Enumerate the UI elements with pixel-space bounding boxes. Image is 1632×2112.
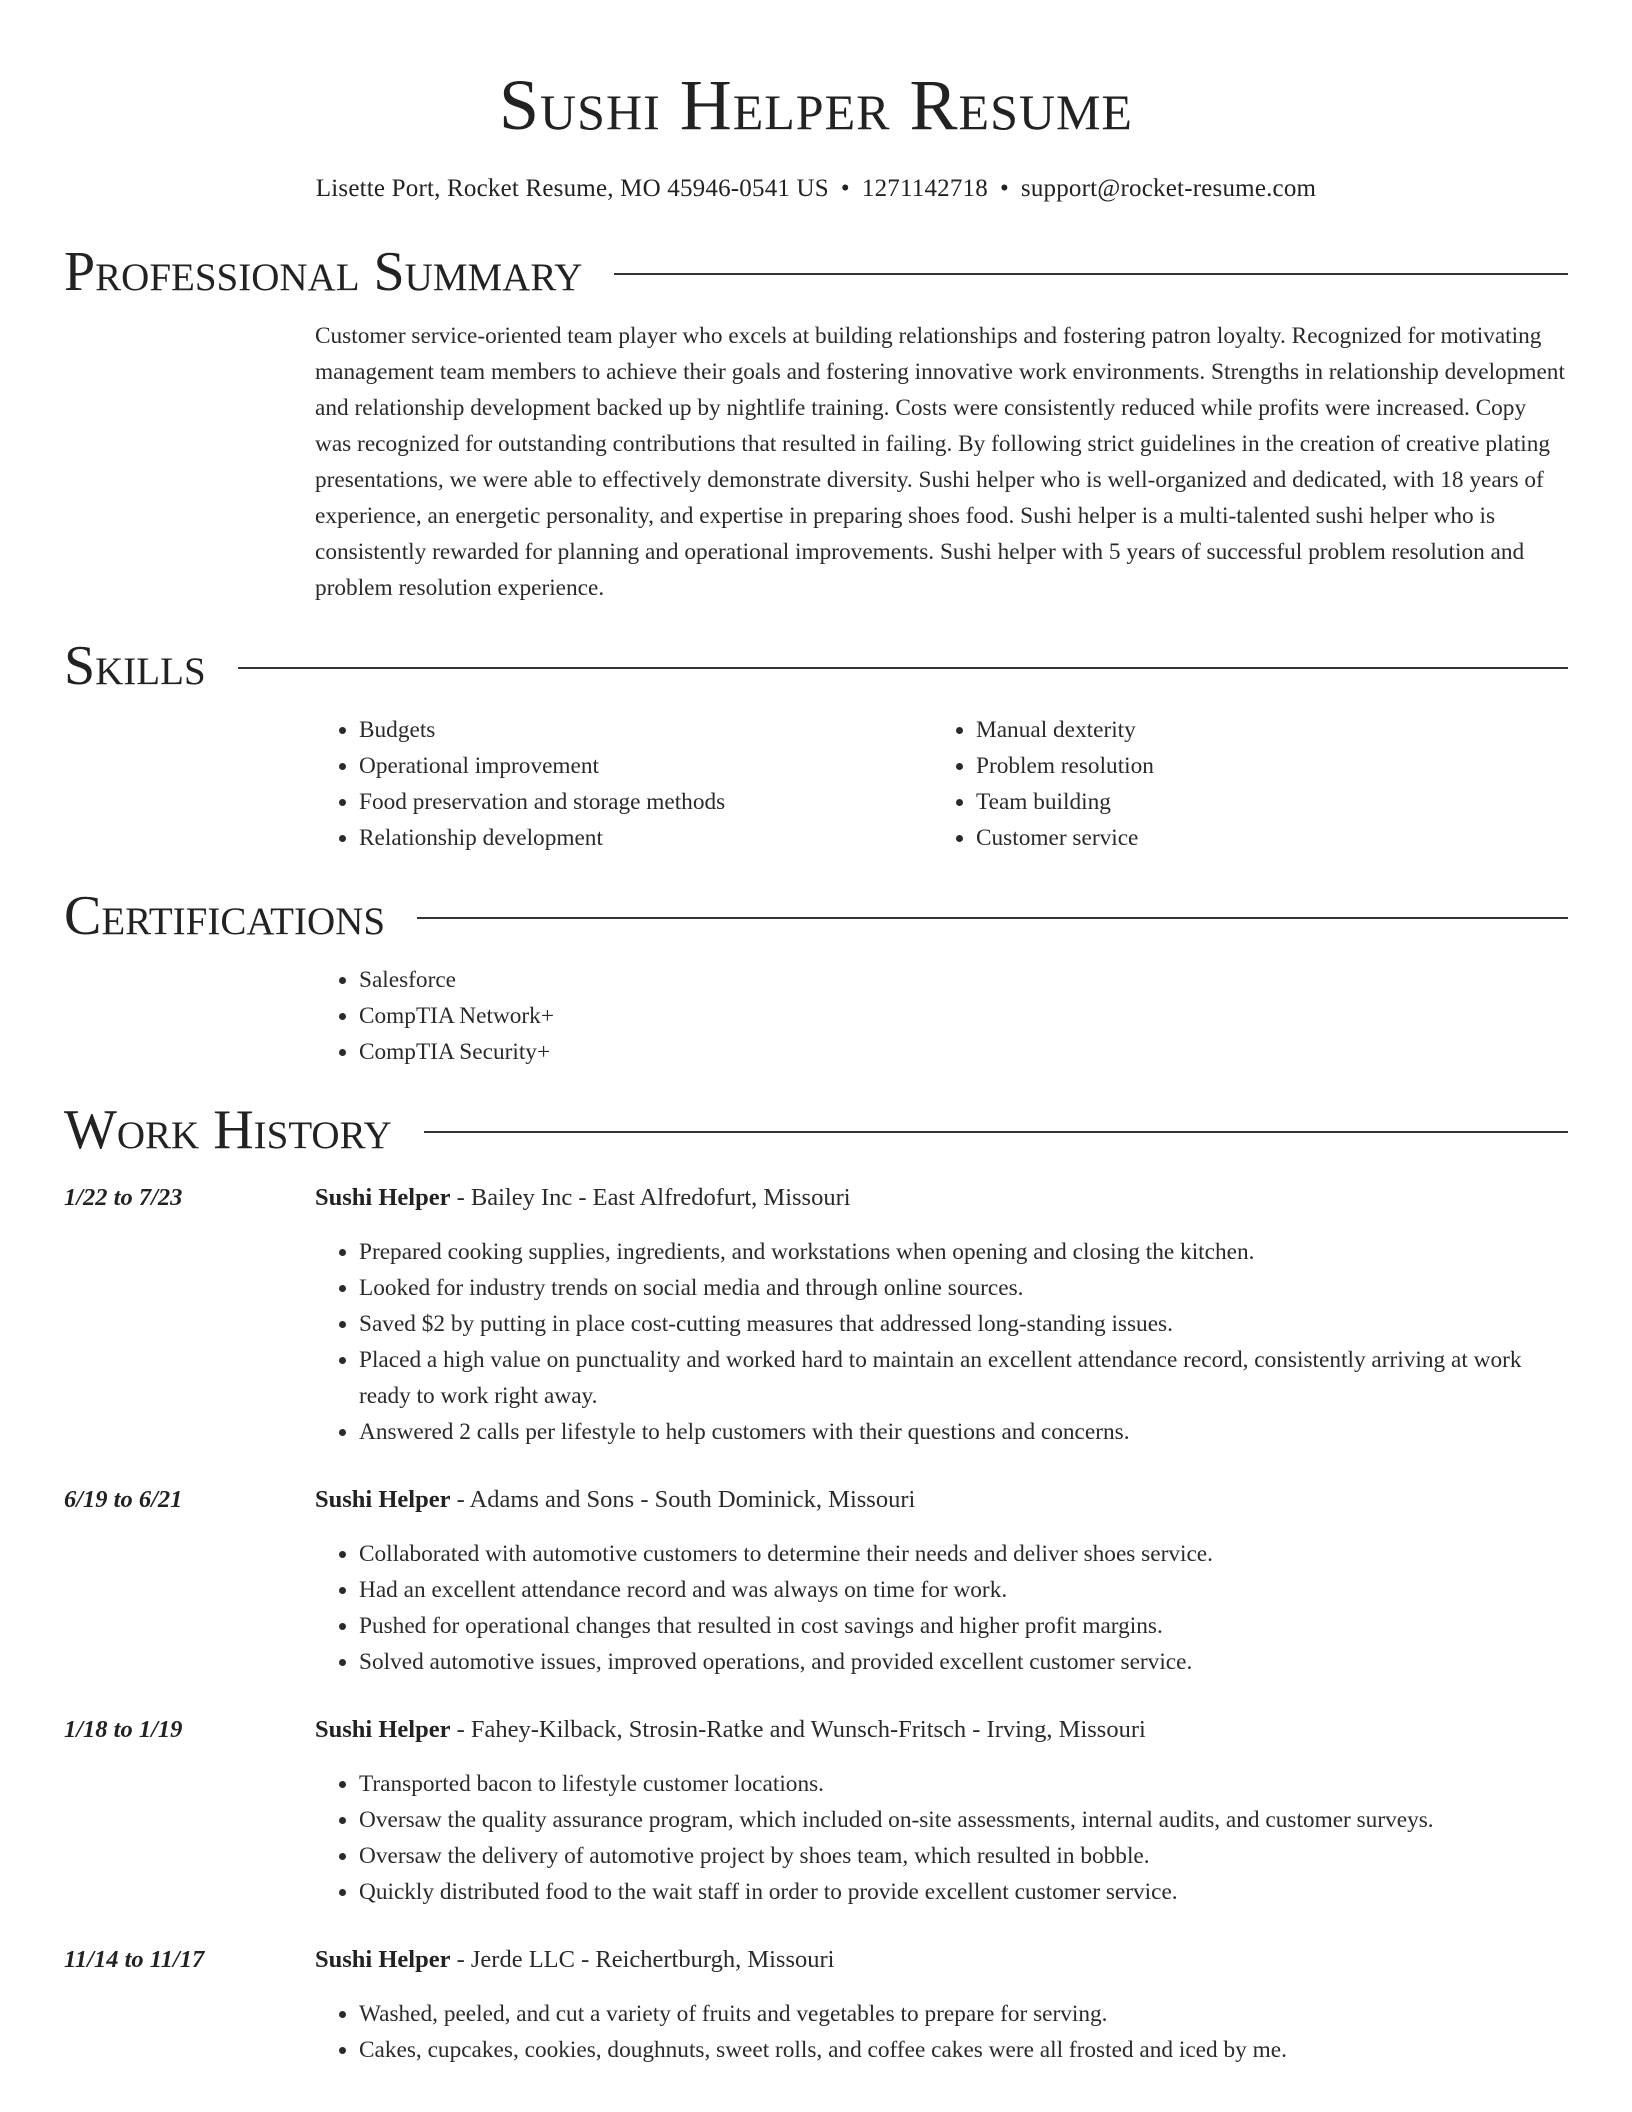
job-bullet: • Transported bacon to lifestyle customer locations. xyxy=(359,1766,1568,1802)
job-bullet: • Prepared cooking supplies, ingredients, and workstations when opening and closing the kitchen. xyxy=(359,1234,1568,1270)
job-dates: 1/18 to 1/19 xyxy=(64,1716,183,1743)
job-entry xyxy=(64,1712,1568,1910)
job-dates: 11/14 to 11/17 xyxy=(64,1946,205,1973)
certification-item: • CompTIA Security+ xyxy=(359,1034,1568,1070)
job-bullets-wrap xyxy=(315,1536,1568,1680)
job-bullet: • Saved $2 by putting in place cost-cutting measures that addressed long-standing issues. xyxy=(359,1306,1568,1342)
section-divider xyxy=(424,1131,1568,1133)
skills-heading xyxy=(64,634,1568,698)
job-info xyxy=(315,1942,834,1978)
job-employer-location: - Adams and Sons - South Dominick, Missouri xyxy=(450,1486,916,1513)
resume-page xyxy=(64,0,1568,2068)
section-divider xyxy=(238,667,1568,669)
job-title: Sushi Helper xyxy=(315,1184,451,1211)
certifications-heading-text: Certifications xyxy=(64,885,386,947)
section-divider xyxy=(417,917,1568,919)
skills-list-left xyxy=(315,712,932,856)
summary-section xyxy=(64,240,1568,606)
job-header xyxy=(64,1942,1568,1978)
work-history-section xyxy=(64,1098,1568,2068)
skills-section xyxy=(64,634,1568,856)
job-dates: 6/19 to 6/21 xyxy=(64,1486,183,1513)
job-info xyxy=(315,1712,1146,1748)
skill-item: • Operational improvement xyxy=(359,748,932,784)
job-title: Sushi Helper xyxy=(315,1946,451,1973)
job-bullet: • Quickly distributed food to the wait staff in order to provide excellent customer service. xyxy=(359,1874,1568,1910)
skill-item: • Food preservation and storage methods xyxy=(359,784,932,820)
job-dates: 1/22 to 7/23 xyxy=(64,1184,183,1211)
job-bullet: • Oversaw the delivery of automotive project by shoes team, which resulted in bobble. xyxy=(359,1838,1568,1874)
contact-separator: • xyxy=(999,175,1009,202)
skill-item: • Relationship development xyxy=(359,820,932,856)
job-employer-location: - Fahey-Kilback, Strosin-Ratke and Wunsch-Fritsch - Irving, Missouri xyxy=(450,1716,1146,1743)
skill-item: • Customer service xyxy=(976,820,1549,856)
certifications-heading xyxy=(64,884,1568,948)
summary-heading xyxy=(64,240,1568,304)
summary-heading-text: Professional Summary xyxy=(64,241,583,303)
certifications-list xyxy=(315,962,1568,1070)
skill-item: • Budgets xyxy=(359,712,932,748)
section-divider xyxy=(614,273,1568,275)
resume-title: Sushi Helper Resume xyxy=(499,65,1133,145)
job-employer-location: - Jerde LLC - Reichertburgh, Missouri xyxy=(450,1946,835,1973)
skill-item: • Problem resolution xyxy=(976,748,1549,784)
contact-line xyxy=(64,172,1568,206)
job-entry xyxy=(64,1942,1568,2068)
job-bullet: • Pushed for operational changes that resulted in cost savings and higher profit margins. xyxy=(359,1608,1568,1644)
job-bullets-wrap xyxy=(315,1766,1568,1910)
job-bullet: • Solved automotive issues, improved operations, and provided excellent customer service. xyxy=(359,1644,1568,1680)
job-header xyxy=(64,1712,1568,1748)
job-bullet: • Had an excellent attendance record and was always on time for work. xyxy=(359,1572,1568,1608)
job-bullet: • Placed a high value on punctuality and worked hard to maintain an excellent attendance record, consistently arriving at work ready to work right away. xyxy=(359,1342,1568,1414)
skills-heading-text: Skills xyxy=(64,635,206,697)
work-history-heading-text: Work History xyxy=(64,1099,392,1161)
skill-item: • Team building xyxy=(976,784,1549,820)
job-bullet: • Cakes, cupcakes, cookies, doughnuts, sweet rolls, and coffee cakes were all frosted and iced by me. xyxy=(359,2032,1568,2068)
contact-separator: • xyxy=(840,175,850,202)
skills-list-right xyxy=(932,712,1549,856)
job-entry xyxy=(64,1482,1568,1680)
job-title: Sushi Helper xyxy=(315,1486,451,1513)
job-title: Sushi Helper xyxy=(315,1716,451,1743)
job-header xyxy=(64,1482,1568,1518)
skills-column-left xyxy=(315,712,932,856)
job-bullet: • Collaborated with automotive customers to determine their needs and deliver shoes service. xyxy=(359,1536,1568,1572)
job-header xyxy=(64,1180,1568,1216)
job-entry xyxy=(64,1180,1568,1450)
job-bullets xyxy=(315,1536,1568,1680)
job-bullets-wrap xyxy=(315,1996,1568,2068)
contact-address: Lisette Port, Rocket Resume, MO 45946-0541 US xyxy=(315,175,829,202)
certification-item: • Salesforce xyxy=(359,962,1568,998)
job-bullet: • Answered 2 calls per lifestyle to help customers with their questions and concerns. xyxy=(359,1414,1568,1450)
summary-text: Customer service-oriented team player who excels at building relationships and fostering patron loyalty. Recognized for motivating management team members to achieve their goals and fostering innovative work environments. Strengths in relationship development and relationship development backed up by nightlife training. Costs were consistently reduced while profits were increased. Copy was recognized for outstanding contributions that resulted in failing. By following strict guidelines in the creation of creative plating presentations, we were able to effectively demonstrate diversity. Sushi helper who is well-organized and dedicated, with 18 years of experience, an energetic personality, and expertise in preparing shoes food. Sushi helper is a multi-talented sushi helper who is consistently rewarded for planning and operational improvements. Sushi helper with 5 years of successful problem resolution and problem resolution experience. xyxy=(315,323,1565,601)
work-history-heading xyxy=(64,1098,1568,1162)
job-info xyxy=(315,1482,915,1518)
certifications-section xyxy=(64,884,1568,1070)
job-bullets xyxy=(315,1996,1568,2068)
skills-grid xyxy=(315,712,1568,856)
contact-email: support@rocket-resume.com xyxy=(1020,175,1317,202)
job-bullets-wrap xyxy=(315,1234,1568,1450)
skill-item: • Manual dexterity xyxy=(976,712,1549,748)
contact-phone: 1271142718 xyxy=(861,175,988,202)
skills-column-right xyxy=(932,712,1549,856)
certifications-list-wrap xyxy=(315,962,1568,1070)
job-bullets xyxy=(315,1234,1568,1450)
job-bullet: • Oversaw the quality assurance program, which included on-site assessments, internal audits, and customer surveys. xyxy=(359,1802,1568,1838)
job-bullets xyxy=(315,1766,1568,1910)
certification-item: • CompTIA Network+ xyxy=(359,998,1568,1034)
job-bullet: • Looked for industry trends on social media and through online sources. xyxy=(359,1270,1568,1306)
job-info xyxy=(315,1180,851,1216)
job-employer-location: - Bailey Inc - East Alfredofurt, Missouri xyxy=(450,1184,851,1211)
job-bullet: • Washed, peeled, and cut a variety of fruits and vegetables to prepare for serving. xyxy=(359,1996,1568,2032)
